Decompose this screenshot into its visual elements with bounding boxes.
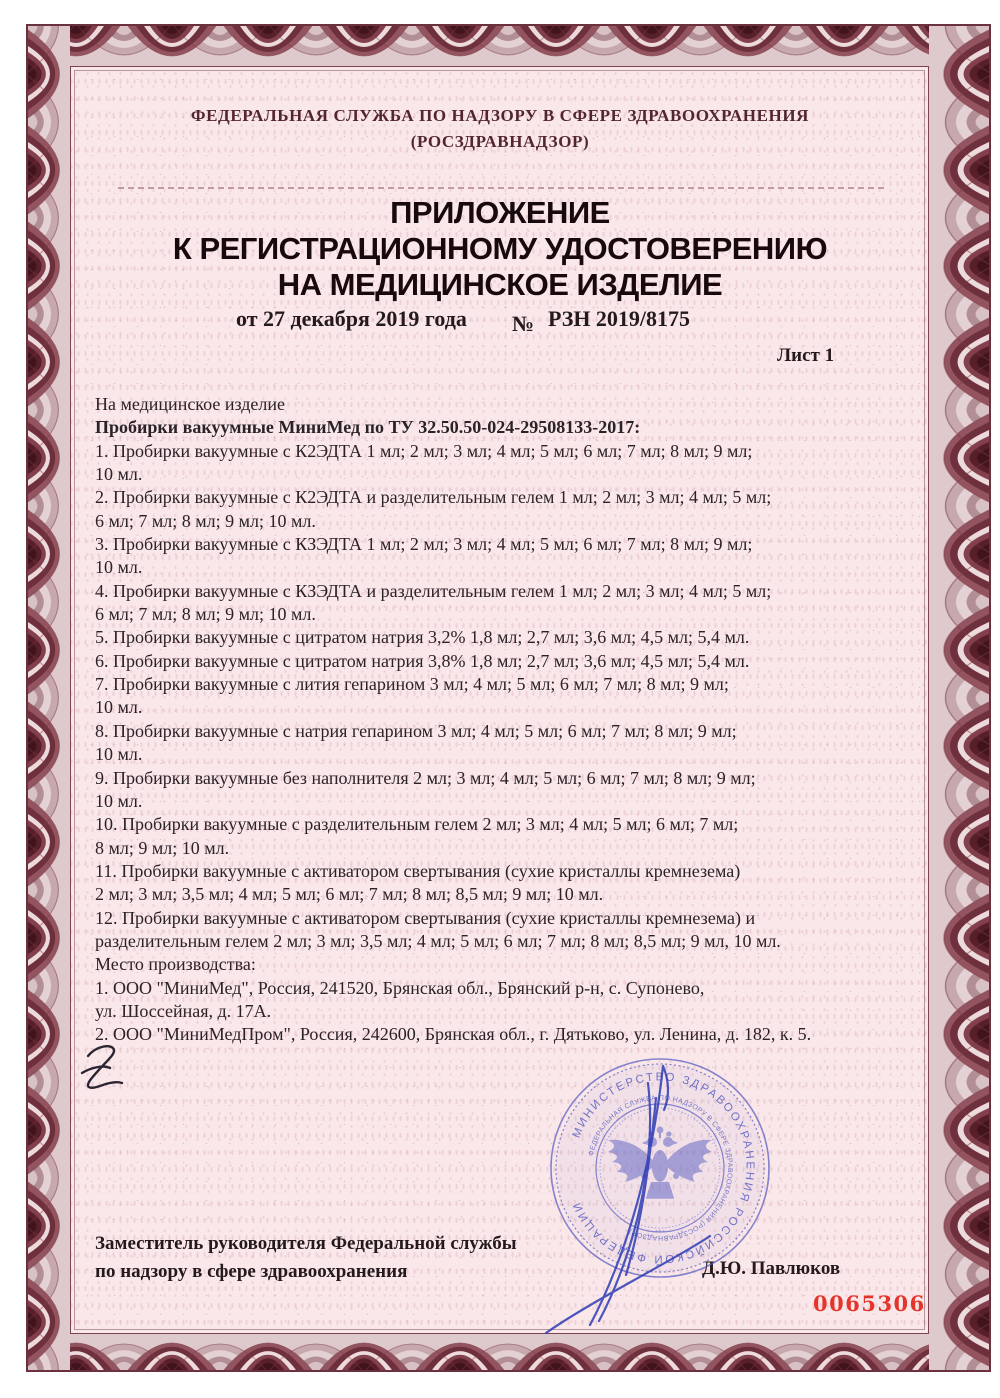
body-line: 10 мл. [95,557,143,578]
number-sign: № [512,311,535,336]
agency-name-line2: (РОСЗДРАВНАДЗОР) [410,132,590,151]
body-line: 2. ООО "МиниМедПром", Россия, 242600, Брянская обл., г. Дятьково, ул. Ленина, д. 182, к. 5. [95,1024,812,1045]
body-text [95,393,913,1047]
body-line: 8. Пробирки вакуумные с натрия гепарином 3 мл; 4 мл; 5 мл; 6 мл; 7 мл; 8 мл; 9 мл; [95,720,737,741]
document-title-line2: К РЕГИСТРАЦИОННОМУ УДОСТОВЕРЕНИЮ [172,231,828,266]
serial-number: 0065306 [813,1291,926,1316]
body-line: 10 мл. [95,790,143,811]
stamp-outer-ring-text: МИНИСТЕРСТВО ЗДРАВООХРАНЕНИЯ РОССИЙСКОЙ ФЕДЕРАЦИИ [570,1071,756,1265]
body-line: 3. Пробирки вакуумные с КЗЭДТА 1 мл; 2 мл; 3 мл; 4 мл; 5 мл; 6 мл; 7 мл; 8 мл; 9 мл; [95,534,753,555]
body-line: 1. Пробирки вакуумные с К2ЭДТА 1 мл; 2 мл; 3 мл; 4 мл; 5 мл; 6 мл; 7 мл; 8 мл; 9 мл; [95,440,753,461]
body-line: 6 мл; 7 мл; 8 мл; 9 мл; 10 мл. [95,510,316,531]
signatory-position-line2: по надзору в сфере здравоохранения [95,1261,408,1282]
stamp-inner-ring-text: ФЕДЕРАЛЬНАЯ СЛУЖБА ПО НАДЗОРУ В СФЕРЕ ЗДРАВООХРАНЕНИЯ (РОСЗДРАВНАДЗОР) [588,1094,734,1242]
body-line: разделительным гелем 2 мл; 3 мл; 3,5 мл; 4 мл; 5 мл; 6 мл; 7 мл; 8 мл; 8,5 мл; 9 мл, 10 мл. [95,930,781,951]
body-line: 10. Пробирки вакуумные с разделительным гелем 2 мл; 3 мл; 4 мл; 5 мл; 6 мл; 7 мл; [95,814,739,835]
body-line: 10 мл. [95,464,143,485]
signatory-name: Д.Ю. Павлюков [702,1258,841,1279]
body-line: 2. Пробирки вакуумные с К2ЭДТА и разделительным гелем 1 мл; 2 мл; 3 мл; 4 мл; 5 мл; [95,487,772,508]
stamp-bottom-micro-text: * * * [655,1230,665,1236]
registration-number: РЗН 2019/8175 [548,306,691,331]
body-line: 2 мл; 3 мл; 3,5 мл; 4 мл; 5 мл; 6 мл; 7 мл; 8 мл; 8,5 мл; 9 мл; 10 мл. [95,884,604,905]
body-line: На медицинское изделие [95,394,286,414]
body-line: 1. ООО "МиниМед", Россия, 241520, Брянская обл., Брянский р-н, с. Супонево, [95,977,705,998]
body-line: 5. Пробирки вакуумные с цитратом натрия 3,2% 1,8 мл; 2,7 мл; 3,6 мл; 4,5 мл; 5,4 мл. [95,627,750,648]
body-line: 8 мл; 9 мл; 10 мл. [95,837,230,858]
body-line: 10 мл. [95,697,143,718]
signatory-position [95,1230,517,1286]
signatory-position-line1: Заместитель руководителя Федеральной службы [95,1233,517,1254]
agency-name-line1: ФЕДЕРАЛЬНАЯ СЛУЖБА ПО НАДЗОРУ В СФЕРЕ ЗДРАВООХРАНЕНИЯ [190,106,810,125]
body-line: ул. Шоссейная, д. 17А. [95,1000,272,1021]
handwritten-z-mark [78,1040,148,1102]
body-line: 6. Пробирки вакуумные с цитратом натрия 3,8% 1,8 мл; 2,7 мл; 3,6 мл; 4,5 мл; 5,4 мл. [95,650,750,671]
body-line: 10 мл. [95,744,143,765]
body-line: Пробирки вакуумные МиниМед по ТУ 32.50.50-024-29508133-2017: [95,417,641,438]
document-title-line1: ПРИЛОЖЕНИЕ [390,195,610,230]
body-line: 11. Пробирки вакуумные с активатором свертывания (сухие кристаллы кремнезема) [95,860,741,881]
document-title-line3: НА МЕДИЦИНСКОЕ ИЗДЕЛИЕ [277,267,723,302]
body-line: Место производства: [95,954,256,975]
body-line: 4. Пробирки вакуумные с КЗЭДТА и разделительным гелем 1 мл; 2 мл; 3 мл; 4 мл; 5 мл; [95,580,772,601]
issue-date: от 27 декабря 2019 года [236,306,467,331]
header-divider-line [118,187,884,189]
body-line: 12. Пробирки вакуумные с активатором свертывания (сухие кристаллы кремнезема) и [95,907,756,928]
sheet-number: Лист 1 [777,345,835,366]
body-line: 9. Пробирки вакуумные без наполнителя 2 мл; 3 мл; 4 мл; 5 мл; 6 мл; 7 мл; 8 мл; 9 мл; [95,767,756,788]
body-line: 7. Пробирки вакуумные с лития гепарином 3 мл; 4 мл; 5 мл; 6 мл; 7 мл; 8 мл; 9 мл; [95,674,729,695]
body-line: 6 мл; 7 мл; 8 мл; 9 мл; 10 мл. [95,604,316,625]
handwritten-signature [498,1038,778,1348]
